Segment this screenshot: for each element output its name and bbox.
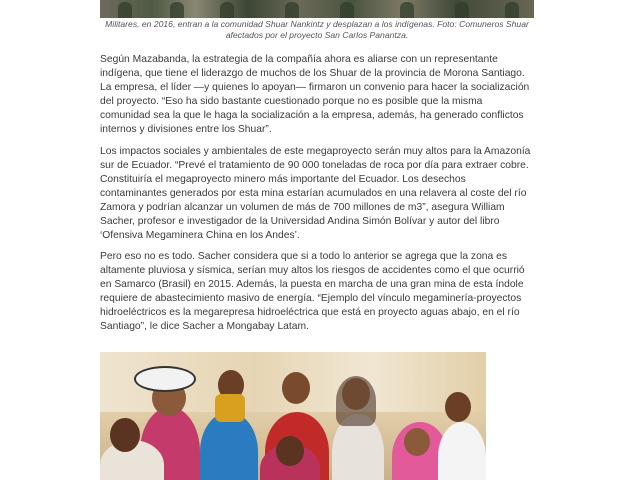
top-photo xyxy=(100,0,534,18)
paragraph-3: Pero eso no es todo. Sacher considera que si a todo lo anterior se agrega que la zona es altamente pluviosa y sísmica, serían muy altos los riesgos de accidentes como el que ocurrió en Samarco (Brasil) en 2015. Además, la puesta en marcha de una gran mina de esta índole requiere de abastecimiento masivo de energía. “Ejemplo del vínculo megaminería-proyectos hidroeléctricos es la megarepresa hidroeléctrica que está en proyecto aguas abajo, en el río Santiago”, le dice Sacher a Mongabay Latam. xyxy=(100,251,525,332)
article-body xyxy=(100,53,534,342)
article-photo xyxy=(100,352,486,480)
photo-caption: Militares, en 2016, entran a la comunidad Shuar Nankintz y desplazan a los indígenas. Foto: Comuneros Shuar afectados por el proyecto San Carlos Panantza. xyxy=(105,19,529,40)
paragraph-1: Según Mazabanda, la estrategia de la compañía ahora es aliarse con un representante indígena, que tiene el liderazgo de muchos de los Shuar de la provincia de Morona Santiago. La empresa, el líder —y quienes lo apoyan— firmaron un convenio para hacer la socialización del proyecto. “Eso ha sido bastante cuestionado porque no es posible que la misma comunidad sea la que le haga la socialización a la empresa, además, ha generado conflictos internos y divisiones entre los Shuar”. xyxy=(100,54,530,135)
paragraph-2: Los impactos sociales y ambientales de este megaproyecto serán muy altos para la Amazonía sur de Ecuador. “Prevé el tratamiento de 90 000 toneladas de roca por día para extraer cobre. Constituiría el megaproyecto minero más importante del Ecuador. Los desechos contaminantes generados por esta mina estarían acumulados en una relavera al coste del río Zamora y podrían alcanzar un volumen de más de 700 millones de m3”, asegura William Sacher, profesor e investigador de la Universidad Andina Simón Bolívar y autor del libro ‘Ofensiva Megaminera China en los Andes’. xyxy=(100,145,531,241)
